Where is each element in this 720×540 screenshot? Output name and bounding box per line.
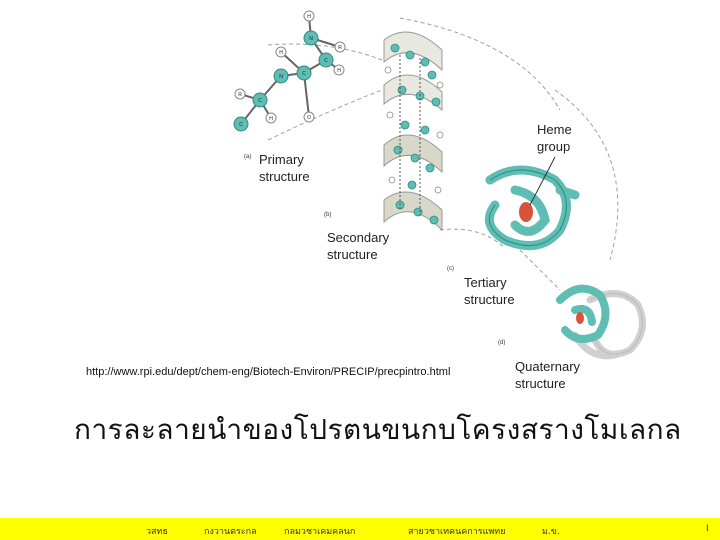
label-line: structure xyxy=(259,169,310,184)
footer-university: ม.ข. xyxy=(542,527,560,537)
atom-letter: C xyxy=(302,71,306,77)
label-line: Primary xyxy=(259,152,304,167)
tertiary-structure-label xyxy=(464,274,515,308)
atom-letter: O xyxy=(307,115,311,121)
quaternary-structure-model xyxy=(560,289,643,356)
atom-letters xyxy=(238,14,342,128)
heme-group-shape xyxy=(519,202,533,222)
source-url-text: http://www.rpi.edu/dept/chem-eng/Biotech-Environ/PRECIP/precpintro.html xyxy=(86,366,451,378)
atom-letter: R xyxy=(238,92,242,98)
atom-letter: N xyxy=(279,74,283,80)
footer-faculty: สายวชาเทคนคการแพทย xyxy=(408,527,506,537)
atom-letter: C xyxy=(258,98,262,104)
label-line: structure xyxy=(515,376,566,391)
atom-letter: C xyxy=(239,122,243,128)
quaternary-structure-label xyxy=(515,358,580,392)
atom-letter: N xyxy=(309,36,313,42)
label-line: group xyxy=(537,139,571,154)
primary-structure-label xyxy=(259,151,310,185)
footer-bar xyxy=(0,518,720,540)
heme-group-label xyxy=(537,121,572,155)
label-line: Quaternary xyxy=(515,359,581,374)
panel-a-tag: (a) xyxy=(244,154,252,160)
label-line: Heme xyxy=(537,122,572,137)
panel-b-tag: (b) xyxy=(324,212,332,218)
atom-letter: H xyxy=(269,116,273,122)
footer-author-last: กงวานตระกล xyxy=(204,527,257,537)
footer-page-number: I xyxy=(706,524,709,534)
primary-structure-model xyxy=(240,16,340,124)
label-line: Tertiary xyxy=(464,275,507,290)
atom-letter: H xyxy=(337,68,341,74)
label-line: Secondary xyxy=(327,230,390,245)
footer-author-first: วสทธ xyxy=(146,527,168,537)
footer-department: กลมวชาเคมคลนก xyxy=(284,527,356,537)
panel-c-tag: (c) xyxy=(447,266,454,272)
quaternary-heme-shape xyxy=(576,312,584,324)
label-line: structure xyxy=(464,292,515,307)
atom-letter: H xyxy=(279,50,283,56)
label-line: structure xyxy=(327,247,378,262)
atom-letter: H xyxy=(307,14,311,20)
secondary-structure-label xyxy=(327,229,389,263)
slide-title: การละลายนำของโปรตนขนกบโครงสรางโมเลกล xyxy=(74,413,682,446)
atom-letter: R xyxy=(338,45,342,51)
panel-d-tag: (d) xyxy=(498,340,506,346)
secondary-structure-model xyxy=(384,32,443,230)
atom-letter: C xyxy=(324,58,328,64)
